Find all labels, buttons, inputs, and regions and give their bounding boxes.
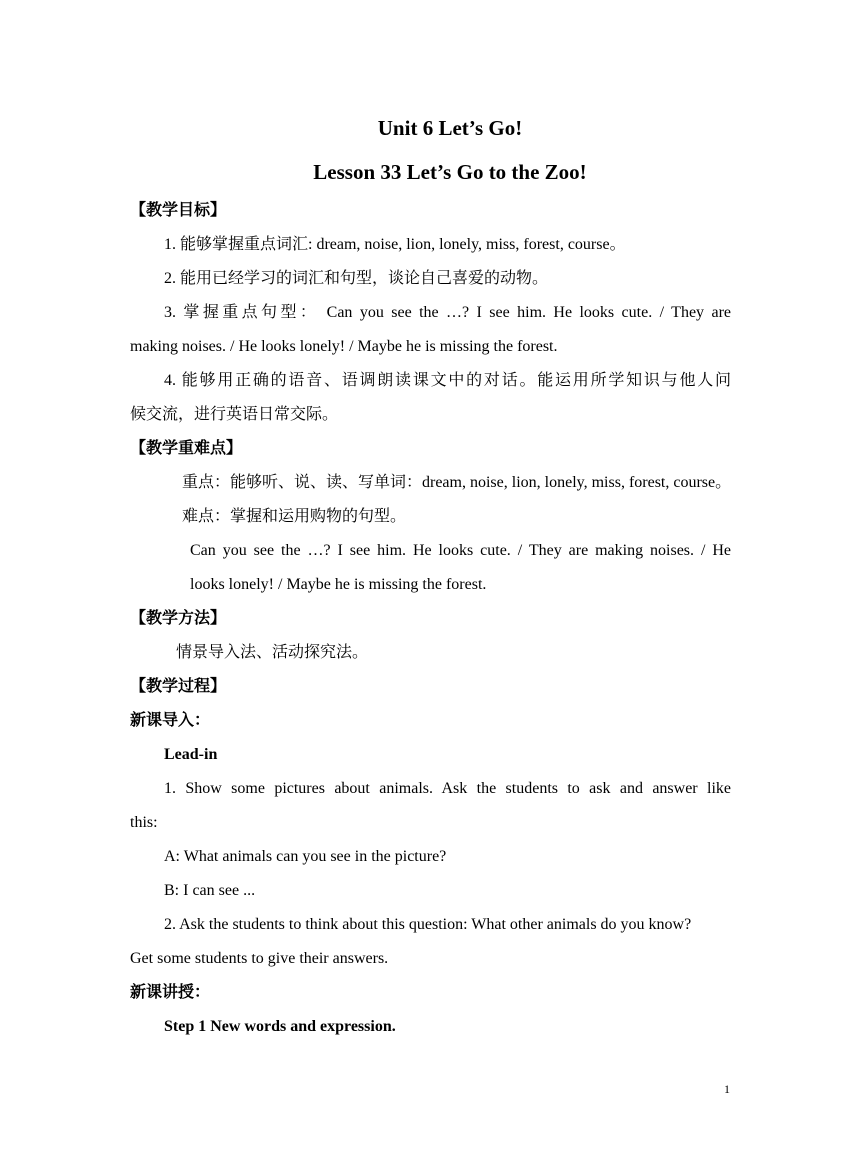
section-heading-key-points: 【教学重难点】 [130, 440, 243, 457]
lesson-title: Lesson 33 Let’s Go to the Zoo! [313, 160, 587, 184]
methods-text: 情景导入法、活动探究法。 [176, 644, 369, 661]
step-1-heading: Step 1 New words and expression. [164, 1018, 396, 1035]
unit-title: Unit 6 Let’s Go! [377, 116, 523, 140]
step-1-line-2: this: [130, 814, 158, 831]
page-number: 1 [724, 1082, 730, 1096]
goal-item-4-line-2: 候交流，进行英语日常交际。 [130, 406, 339, 423]
step-2-line-1: 2. Ask the students to think about this question: What other animals do you know? [164, 916, 692, 933]
goal-item-1: 1. 能够掌握重点词汇: dream, noise, lion, lonely, miss, forest, course。 [164, 236, 626, 253]
goal-item-4-line-1: 4. 能够用正确的语音、语调朗读课文中的对话。能运用所学知识与他人问 [164, 372, 731, 389]
dialogue-b: B: I can see ... [164, 882, 256, 899]
section-heading-process: 【教学过程】 [130, 678, 227, 695]
section-heading-methods: 【教学方法】 [130, 610, 227, 627]
subheading-intro: 新课导入： [130, 712, 211, 729]
step-2-line-2: Get some students to give their answers. [130, 950, 389, 967]
goal-item-2: 2. 能用已经学习的词汇和句型，谈论自己喜爱的动物。 [164, 270, 549, 287]
difficult-sentence-line-2: looks lonely! / Maybe he is missing the forest. [190, 576, 487, 593]
key-point-line: 重点：能够听、说、读、写单词：dream, noise, lion, lonely, miss, forest, course。 [182, 474, 732, 491]
subheading-teaching: 新课讲授： [130, 984, 211, 1001]
step-1-line-1: 1. Show some pictures about animals. Ask the students to ask and answer like [164, 780, 731, 797]
difficult-point-line: 难点：掌握和运用购物的句型。 [182, 508, 407, 525]
goal-item-3-line-1: 3. 掌握重点句型： Can you see the …? I see him. He looks cute. / They are [164, 304, 731, 321]
goal-item-3-line-2: making noises. / He looks lonely! / Maybe he is missing the forest. [130, 338, 558, 355]
section-heading-goals: 【教学目标】 [130, 202, 227, 219]
difficult-sentence-line-1: Can you see the …? I see him. He looks cute. / They are making noises. / He [190, 542, 731, 559]
dialogue-a: A: What animals can you see in the picture? [164, 848, 447, 865]
lead-in-heading: Lead-in [164, 746, 218, 763]
